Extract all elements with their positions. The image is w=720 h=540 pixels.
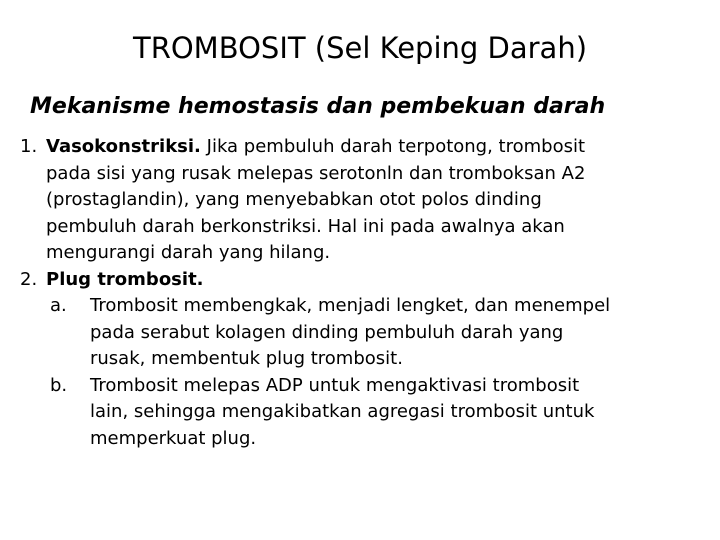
sub-item-letter: a. bbox=[50, 295, 67, 316]
sub-item-line: rusak, membentuk plug trombosit. bbox=[90, 348, 403, 369]
list-item-2 bbox=[20, 267, 710, 294]
item-heading: Vasokonstriksi. bbox=[46, 136, 201, 157]
sub-item-line: Trombosit melepas ADP untuk mengaktivasi trombosit bbox=[90, 374, 580, 396]
sub-item-line: Trombosit membengkak, menjadi lengket, dan menempel bbox=[90, 295, 611, 316]
list-item-1 bbox=[20, 134, 710, 267]
item-heading: Plug trombosit. bbox=[46, 268, 204, 290]
sub-item-letter: b. bbox=[50, 374, 68, 396]
content-body bbox=[20, 134, 710, 452]
item-number: 1. bbox=[20, 136, 38, 157]
item-text-line: Jika pembuluh darah terpotong, trombosit bbox=[206, 136, 586, 157]
item-text-line: pembuluh darah berkonstriksi. Hal ini pada awalnya akan bbox=[46, 215, 565, 237]
slide-subtitle: Mekanisme hemostasis dan pembekuan darah bbox=[30, 94, 606, 119]
item-text-line: mengurangi darah yang hilang. bbox=[46, 242, 331, 263]
sub-item-line: lain, sehingga mengakibatkan agregasi trombosit untuk bbox=[90, 401, 595, 422]
item-text-line: (prostaglandin), yang menyebabkan otot polos dinding bbox=[46, 189, 542, 210]
item-number: 2. bbox=[20, 268, 38, 290]
item-first-line bbox=[46, 134, 710, 161]
sub-item-b bbox=[20, 373, 710, 453]
sub-item-line: memperkuat plug. bbox=[90, 427, 257, 449]
sub-item-a bbox=[20, 293, 710, 373]
slide-title: TROMBOSIT (Sel Keping Darah) bbox=[132, 31, 588, 65]
sub-item-line: pada serabut kolagen dinding pembuluh darah yang bbox=[90, 321, 564, 343]
item-text-line: pada sisi yang rusak melepas serotonln dan tromboksan A2 bbox=[46, 162, 586, 184]
